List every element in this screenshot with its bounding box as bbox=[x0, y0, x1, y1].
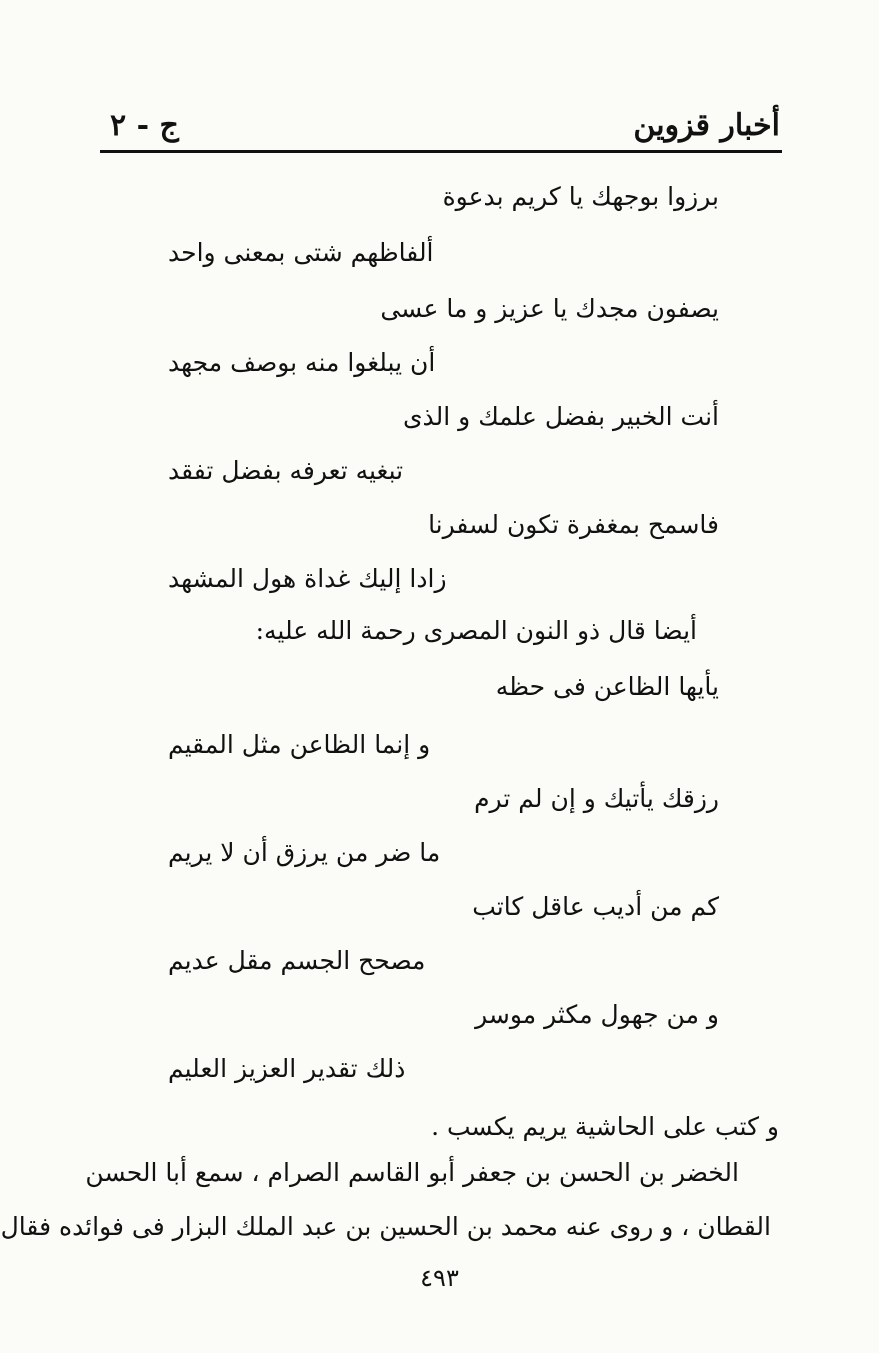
verse-line: ذلك تقدير العزيز العليم bbox=[168, 1054, 406, 1083]
prose-line: القطان ، و روى عنه محمد بن الحسين بن عبد الملك البزار فى فوائده فقال bbox=[0, 1212, 771, 1241]
verse-line: زادا إليك غداة هول المشهد bbox=[168, 564, 447, 593]
verse-line: ألفاظهم شتى بمعنى واحد bbox=[168, 238, 434, 267]
verse-line: فاسمح بمغفرة تكون لسفرنا bbox=[428, 510, 719, 539]
verse-line: تبغيه تعرفه بفضل تفقد bbox=[168, 456, 404, 485]
verse-line: أن يبلغوا منه بوصف مجهد bbox=[168, 348, 436, 377]
running-header bbox=[100, 108, 780, 148]
verse-line: رزقك يأتيك و إن لم ترم bbox=[474, 784, 719, 813]
verse-line: مصحح الجسم مقل عديم bbox=[168, 946, 426, 975]
prose-line: الخضر بن الحسن بن جعفر أبو القاسم الصرام ، سمع أبا الحسن bbox=[85, 1158, 739, 1187]
verse-line: يصفون مجدك يا عزيز و ما عسى bbox=[380, 294, 719, 323]
verse-line: برزوا بوجهك يا كريم بدعوة bbox=[442, 182, 719, 211]
margin-note: و كتب على الحاشية يريم يكسب . bbox=[431, 1112, 779, 1141]
page-number: ٤٩٣ bbox=[420, 1264, 459, 1292]
book-title: أخبار قزوين bbox=[633, 108, 780, 143]
header-rule bbox=[100, 150, 782, 153]
verse-line: و إنما الظاعن مثل المقيم bbox=[168, 730, 431, 759]
verse-line: ما ضر من يرزق أن لا يريم bbox=[168, 838, 441, 867]
intro-line: أيضا قال ذو النون المصرى رحمة الله عليه: bbox=[255, 616, 697, 645]
verse-line: أنت الخبير بفضل علمك و الذى bbox=[402, 402, 719, 431]
verse-line: كم من أديب عاقل كاتب bbox=[472, 892, 719, 921]
verse-line: يأيها الظاعن فى حظه bbox=[495, 672, 719, 701]
volume-label: ج - ٢ bbox=[110, 108, 179, 143]
verse-line: و من جهول مكثر موسر bbox=[475, 1000, 719, 1029]
